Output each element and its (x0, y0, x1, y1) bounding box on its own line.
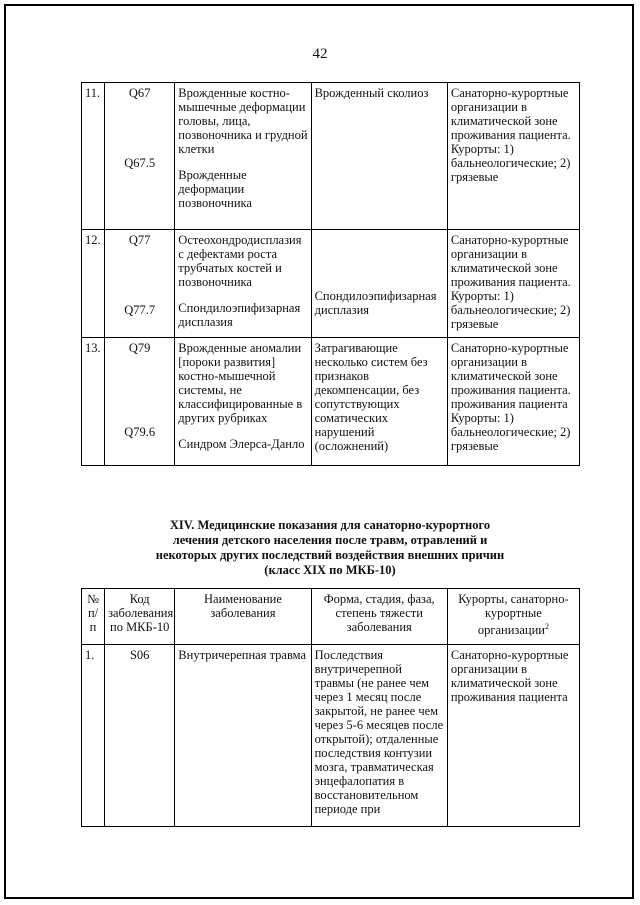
resorts-cell: Санаторно-курортные организации в климатической зоне проживания пациента. проживания пациента Курорты: 1) бальнеологические; 2) грязевые (447, 338, 579, 466)
form-cell (311, 338, 447, 466)
sub-disease-name: Спондилоэпифизарная дисплазия (178, 301, 301, 329)
disease-form: Врожденный сколиоз (314, 86, 429, 100)
header-num: № п/п (82, 589, 105, 645)
row-number: 12. (82, 230, 105, 338)
header-name: Наименование заболевания (175, 589, 311, 645)
header-resorts (447, 589, 579, 645)
header-code: Код заболевания по МКБ-10 (105, 589, 175, 645)
disease-name: Внутричерепная травма (175, 645, 311, 827)
indications-table-continued (81, 82, 580, 466)
name-cell (175, 83, 311, 230)
disease-code: Q79 (128, 341, 151, 355)
form-cell (311, 230, 447, 338)
resorts-cell: Санаторно-курортные организации в климатической зоне проживания пациента (447, 645, 579, 827)
header-form: Форма, стадия, фаза, степень тяжести заболевания (311, 589, 447, 645)
disease-code: S06 (105, 645, 175, 827)
page-number: 42 (312, 46, 328, 62)
disease-name: Остеохондродисплазия с дефектами роста трубчатых костей и позвоночника (178, 233, 302, 289)
resorts-cell: Санаторно-курортные организации в климатической зоне проживания пациента. Курорты: 1) бальнеологические; 2) грязевые (447, 83, 579, 230)
sub-disease-code: Q79.6 (124, 425, 156, 439)
row-number: 1. (82, 645, 105, 827)
row-number: 13. (82, 338, 105, 466)
name-cell (175, 338, 311, 466)
name-cell (175, 230, 311, 338)
disease-form: Затрагивающие несколько систем без признаков декомпенсации, без сопутствующих соматических нарушений (осложнений) (314, 341, 428, 453)
disease-code: Q67 (128, 86, 151, 100)
disease-name: Врожденные костно-мышечные деформации головы, лица, позвоночника и грудной клетки (178, 86, 308, 156)
sub-disease-code: Q77.7 (124, 303, 156, 317)
code-cell (105, 230, 175, 338)
resorts-cell: Санаторно-курортные организации в климатической зоне проживания пациента. Курорты: 1) бальнеологические; 2) грязевые (447, 230, 579, 338)
table-row (82, 338, 580, 466)
sub-disease-form: Спондилоэпифизарная дисплазия (314, 289, 437, 317)
sub-disease-name: Врожденные деформации позвоночника (178, 168, 252, 210)
section-title: XIV. Медицинские показания для санаторно-курортного лечения детского населения после травм, отравлений и некоторых других последствий воздействия внешних причин (класс XIX по МКБ-10) (155, 518, 505, 577)
sub-disease-name: Синдром Элерса-Данло (178, 437, 305, 451)
disease-form: Последствия внутричерепной травмы (не ранее чем через 1 месяц после закрытой, не ранее чем через 5-6 месяцев после открытой); отдаленные последствия контузии мозга, травматическая энцефалопатия в восстановительном периоде при (311, 645, 447, 827)
disease-name: Врожденные аномалии [пороки развития] костно-мышечной системы, не классифицированные в других рубриках (178, 341, 303, 425)
code-cell (105, 338, 175, 466)
table-row (82, 83, 580, 230)
sub-disease-code: Q67.5 (124, 156, 156, 170)
table-row (82, 230, 580, 338)
footnote-marker: 2 (544, 622, 549, 631)
form-cell (311, 83, 447, 230)
header-resorts-label: Курорты, санаторно-курортные организации (458, 592, 569, 638)
indications-table-injuries (81, 588, 580, 827)
table-header-row (82, 589, 580, 645)
row-number: 11. (82, 83, 105, 230)
code-cell (105, 83, 175, 230)
disease-code: Q77 (128, 233, 151, 247)
table-row (82, 645, 580, 827)
